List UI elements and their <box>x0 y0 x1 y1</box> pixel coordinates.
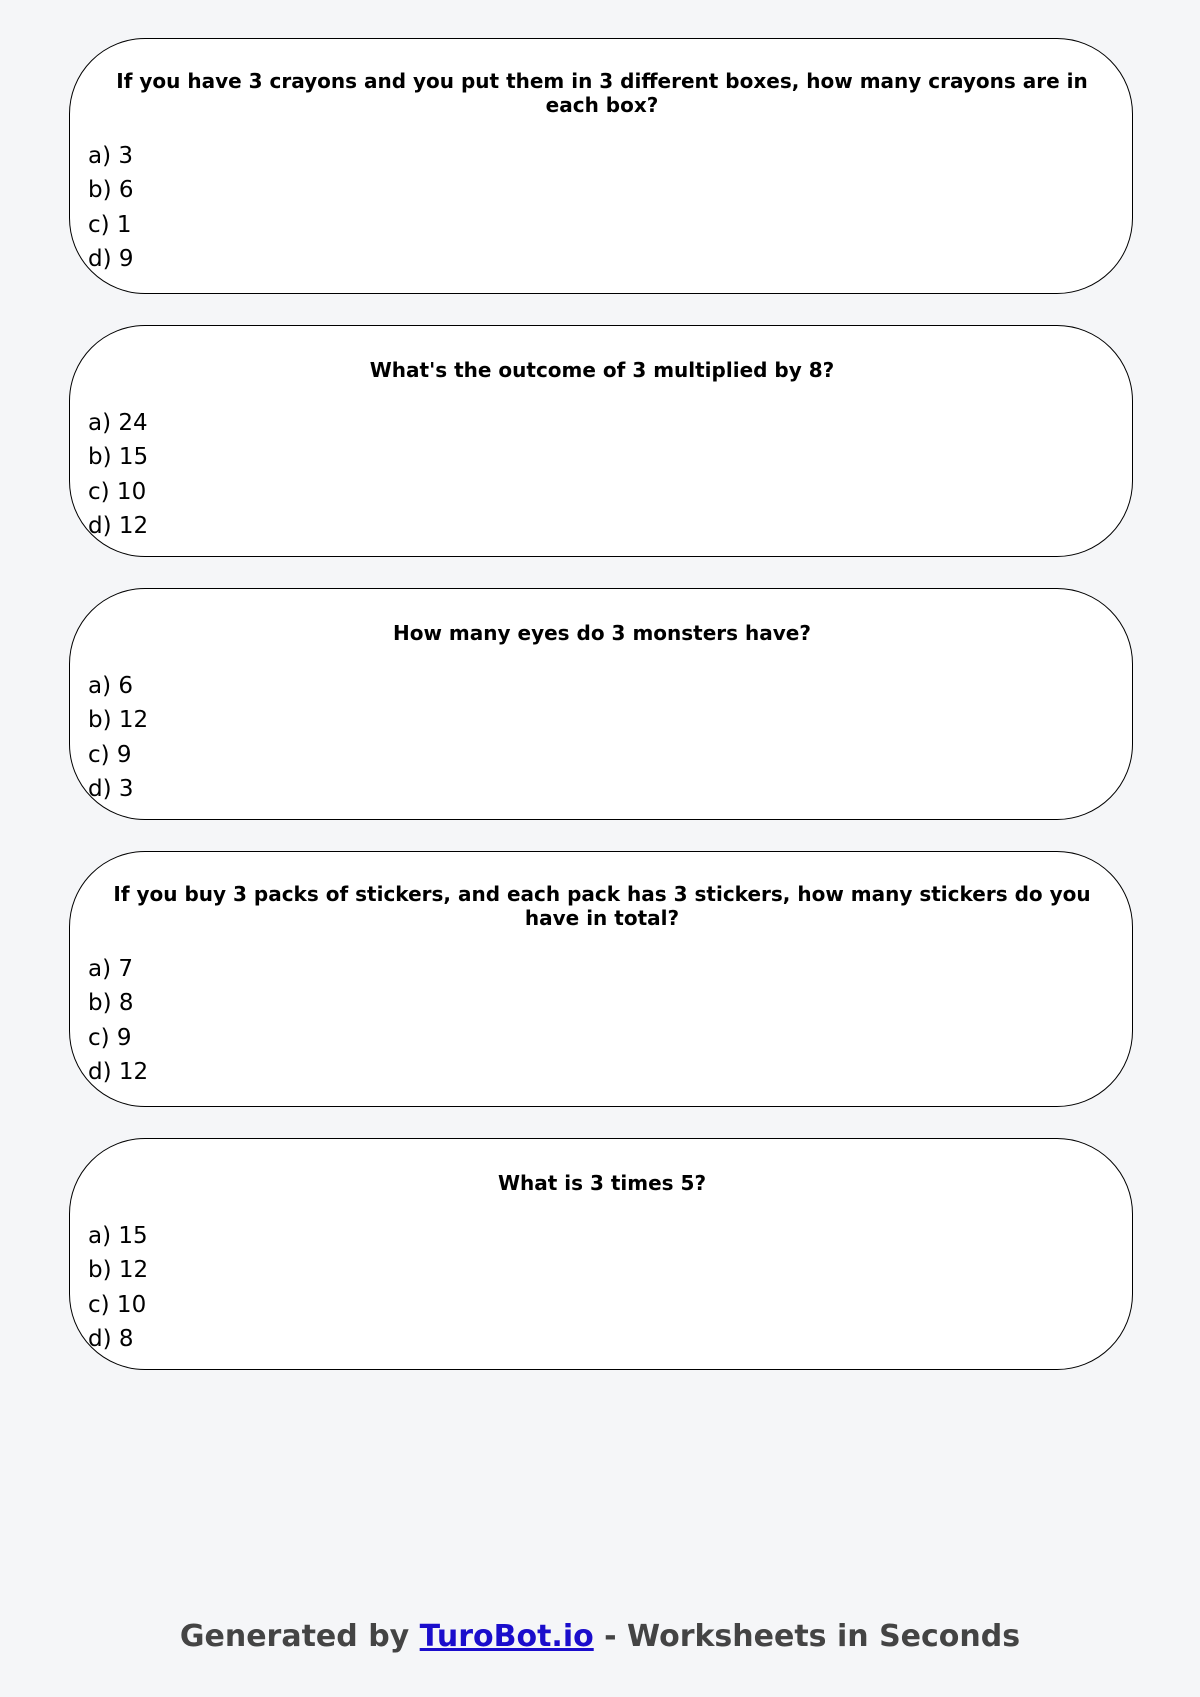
answer-options <box>88 139 1116 276</box>
answer-option-b: b) 8 <box>88 990 134 1017</box>
answer-option-b: b) 15 <box>88 444 149 471</box>
question-text: What is 3 times 5? <box>497 1171 707 1195</box>
question-text: If you buy 3 packs of stickers, and each pack has 3 stickers, how many stickers do you have in total? <box>113 882 1091 930</box>
answer-options <box>88 669 1116 806</box>
answer-option-a: a) 3 <box>88 143 134 169</box>
question-card-1 <box>69 38 1133 294</box>
answer-option-d: d) 9 <box>88 245 134 272</box>
answer-option-d: d) 8 <box>88 1325 134 1352</box>
answer-option-b: b) 6 <box>88 177 134 204</box>
answer-option-c: c) 9 <box>88 741 132 768</box>
footer-suffix: - Worksheets in Seconds <box>593 1619 1021 1654</box>
footer-prefix: Generated by <box>179 1619 420 1654</box>
answer-option-a: a) 24 <box>88 410 148 436</box>
answer-option-b: b) 12 <box>88 1257 149 1284</box>
answer-options <box>88 406 1116 543</box>
answer-option-a: a) 7 <box>88 956 134 982</box>
question-text: What's the outcome of 3 multiplied by 8? <box>369 358 835 382</box>
answer-options <box>88 952 1116 1089</box>
question-card-4 <box>69 851 1133 1107</box>
answer-option-a: a) 6 <box>88 673 134 699</box>
turobot-link[interactable]: TuroBot.io <box>419 1619 594 1654</box>
question-card-2 <box>69 325 1133 557</box>
question-card-3 <box>69 588 1133 820</box>
question-text: How many eyes do 3 monsters have? <box>393 621 811 645</box>
answer-option-b: b) 12 <box>88 707 149 734</box>
answer-option-c: c) 1 <box>88 211 132 238</box>
answer-option-d: d) 12 <box>88 1058 149 1085</box>
answer-option-c: c) 10 <box>88 1291 147 1318</box>
answer-option-c: c) 10 <box>88 478 147 505</box>
answer-option-a: a) 15 <box>88 1223 148 1249</box>
answer-option-d: d) 12 <box>88 512 149 539</box>
question-list <box>69 38 1133 1401</box>
answer-option-d: d) 3 <box>88 775 134 802</box>
answer-options <box>88 1219 1116 1356</box>
question-text: If you have 3 crayons and you put them in 3 different boxes, how many crayons are in each box? <box>116 69 1088 117</box>
footer-credit <box>0 1619 1200 1654</box>
question-card-5 <box>69 1138 1133 1370</box>
answer-option-c: c) 9 <box>88 1024 132 1051</box>
